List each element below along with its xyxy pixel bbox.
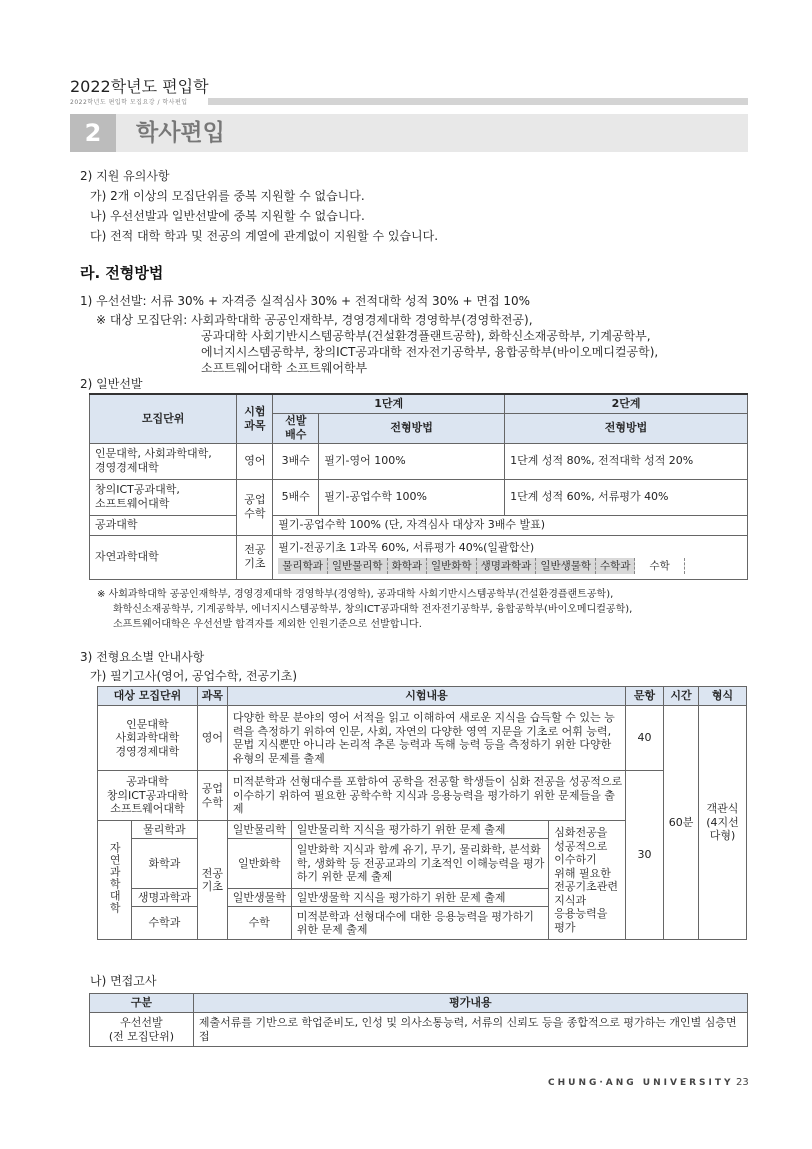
footer-brand: CHUNG·ANG UNIVERSITY — [548, 1078, 734, 1088]
table-cell: 객관식 (4지선 다형) — [699, 706, 747, 940]
guide-sub: 가) 필기고사(영어, 공업수학, 전공기초) — [90, 669, 297, 683]
table-cell: 수학 — [227, 907, 291, 940]
col-header: 형식 — [699, 687, 747, 706]
table-cell: 일반화학 지식과 함께 유기, 무기, 물리화학, 분석화학, 생화학 등 전공교과의 기초적인 이해능력을 평가하기 위한 문제 출제 — [291, 839, 549, 889]
section-number: 2 — [70, 114, 116, 152]
col-header: 전형방법 — [505, 413, 748, 443]
chip: 일반생물학 — [536, 558, 596, 574]
table-cell: 수학과 — [131, 907, 197, 940]
col-header: 2단계 — [505, 394, 748, 413]
col-header: 문항 — [626, 687, 664, 706]
table-cell: 공과대학 창의ICT공과대학 소프트웨어대학 — [98, 771, 198, 821]
table-cell: 전공 기초 — [197, 821, 227, 940]
header-rule — [208, 98, 748, 105]
table-cell: 미적분학과 선형대수에 대한 응용능력을 평가하기 위한 문제 출제 — [291, 907, 549, 940]
table-cell: 영어 — [197, 706, 227, 771]
section-title: 학사편입 — [136, 120, 225, 146]
table-cell: 30 — [626, 771, 664, 940]
table-cell: 우선선발 (전 모집단위) — [90, 1013, 194, 1047]
chip: 일반물리학 — [328, 558, 388, 574]
col-header: 1단계 — [273, 394, 505, 413]
chip: 화학과 — [388, 558, 427, 574]
table-cell: 창의ICT공과대학, 소프트웨어대학 — [90, 479, 237, 515]
table-cell: 공업 수학 — [237, 479, 273, 535]
notice-item: 다) 전적 대학 학과 및 전공의 계열에 관계없이 지원할 수 있습니다. — [90, 229, 439, 243]
general-selection-table — [89, 393, 748, 580]
priority-line: 1) 우선선발: 서류 30% + 자격증 실적심사 30% + 전적대학 성적 30% + 면접 10% — [80, 294, 531, 308]
header-subtitle: 2022학년도 편입학 모집요강 / 학사편입 — [70, 99, 188, 106]
table-cell: 자연과학대학 — [90, 535, 237, 579]
notice-heading: 2) 지원 유의사항 — [80, 169, 170, 183]
page-number: 23 — [736, 1077, 749, 1088]
col-header: 선발 배수 — [273, 413, 319, 443]
col-header: 평가내용 — [193, 994, 747, 1013]
general-heading: 2) 일반선발 — [80, 377, 143, 391]
table-cell: 필기-전공기초 1과목 60%, 서류평가 40%(일괄합산) — [278, 540, 535, 554]
chip: 물리학과 — [278, 558, 328, 574]
table-cell: 일반생물학 — [227, 889, 291, 907]
header-title: 2022학년도 편입학 — [70, 77, 209, 96]
table-cell: 필기-영어 100% — [319, 443, 505, 479]
table-cell: 일반물리학 지식을 평가하기 위한 문제 출제 — [291, 821, 549, 839]
col-header: 구분 — [90, 994, 194, 1013]
table-cell: 영어 — [237, 443, 273, 479]
table-cell: 공과대학 — [90, 515, 237, 535]
table-cell: 일반생물학 지식을 평가하기 위한 문제 출제 — [291, 889, 549, 907]
col-header: 대상 모집단위 — [98, 687, 198, 706]
table-cell: 필기-공업수학 100% (단, 자격심사 대상자 3배수 발표) — [273, 515, 748, 535]
table-cell: 일반물리학 — [227, 821, 291, 839]
target-line: 공과대학 사회기반시스템공학부(건설환경플랜트공학), 화학신소재공학부, 기계공학부, — [201, 329, 651, 343]
table-cell: 일반화학 — [227, 839, 291, 889]
interview-table — [89, 993, 748, 1047]
guide-heading: 3) 전형요소별 안내사항 — [80, 650, 205, 664]
table-cell: 심화전공을 성공적으로 이수하기 위해 필요한 전공기초관련 지식과 응용능력을 평가 — [549, 821, 626, 940]
target-line: 에너지시스템공학부, 창의ICT공과대학 전자전기공학부, 융합공학부(바이오메디컬공학), — [201, 345, 659, 359]
table-cell: 1단계 성적 80%, 전적대학 성적 20% — [505, 443, 748, 479]
notice-item: 나) 우선선발과 일반선발에 중복 지원할 수 없습니다. — [90, 209, 365, 223]
table-cell: 인문대학, 사회과학대학, 경영경제대학 — [90, 443, 237, 479]
table-cell: 제출서류를 기반으로 학업준비도, 인성 및 의사소통능력, 서류의 신뢰도 등을 종합적으로 평가하는 개인별 심층면접 — [193, 1013, 747, 1047]
table-cell: 전공 기초 — [237, 535, 273, 579]
table-cell: 인문대학 사회과학대학 경영경제대학 — [98, 706, 198, 771]
table-cell: 3배수 — [273, 443, 319, 479]
target-line: ※ 대상 모집단위: 사회과학대학 공공인재학부, 경영경제대학 경영학부(경영학전공), — [96, 313, 533, 327]
col-header: 모집단위 — [90, 394, 237, 443]
col-header: 시험 과목 — [237, 394, 273, 443]
table-cell: 40 — [626, 706, 664, 771]
table-cell: 자연과학대학 — [108, 842, 122, 915]
table-cell: 1단계 성적 60%, 서류평가 40% — [505, 479, 748, 515]
chip: 일반화학 — [427, 558, 477, 574]
target-line: 소프트웨어대학 소프트웨어학부 — [201, 361, 368, 375]
table-cell: 필기-공업수학 100% — [319, 479, 505, 515]
table-cell: 5배수 — [273, 479, 319, 515]
table-cell: 다양한 학문 분야의 영어 서적을 읽고 이해하여 새로운 지식을 습득할 수 있는 능력을 측정하기 위하여 인문, 사회, 자연의 다양한 영역 지문을 기초로 어휘 능력, 문법 지식뿐만 아니라 논리적 추론 능력과 독해 능력 등을 측정하기 위한 다양한 유형의 문제를 출제 — [227, 706, 625, 771]
col-header: 시간 — [664, 687, 699, 706]
interview-heading: 나) 면접고사 — [90, 974, 157, 988]
col-header: 시험내용 — [227, 687, 625, 706]
table-cell: 미적분학과 선형대수를 포함하여 공학을 전공할 학생들이 심화 전공을 성공적으로 이수하기 위하여 필요한 공학수학 지식과 응용능력을 평가하기 위한 문제들을 출제 — [227, 771, 625, 821]
chip: 수학과 — [596, 558, 635, 574]
table-cell: 화학과 — [131, 839, 197, 889]
table-note: 소프트웨어대학은 우선선발 합격자를 제외한 인원기준으로 선발합니다. — [113, 619, 422, 630]
chip: 생명과학과 — [477, 558, 537, 574]
notice-item: 가) 2개 이상의 모집단위를 중복 지원할 수 없습니다. — [90, 189, 365, 203]
written-exam-table — [97, 686, 747, 940]
table-note: ※ 사회과학대학 공공인재학부, 경영경제대학 경영학부(경영학), 공과대학 사회기반시스템공학부(건설환경플랜트공학), — [97, 589, 614, 600]
method-heading: 라. 전형방법 — [80, 264, 164, 282]
subject-chips — [278, 558, 742, 574]
col-header: 과목 — [197, 687, 227, 706]
table-cell: 생명과학과 — [131, 889, 197, 907]
table-cell: 60분 — [664, 706, 699, 940]
table-cell: 물리학과 — [131, 821, 197, 839]
table-note: 화학신소재공학부, 기계공학부, 에너지시스템공학부, 창의ICT공과대학 전자전기공학부, 융합공학부(바이오메디컬공학), — [113, 604, 633, 615]
col-header: 전형방법 — [319, 413, 505, 443]
table-cell: 공업 수학 — [197, 771, 227, 821]
chip: 수학 — [635, 558, 684, 574]
